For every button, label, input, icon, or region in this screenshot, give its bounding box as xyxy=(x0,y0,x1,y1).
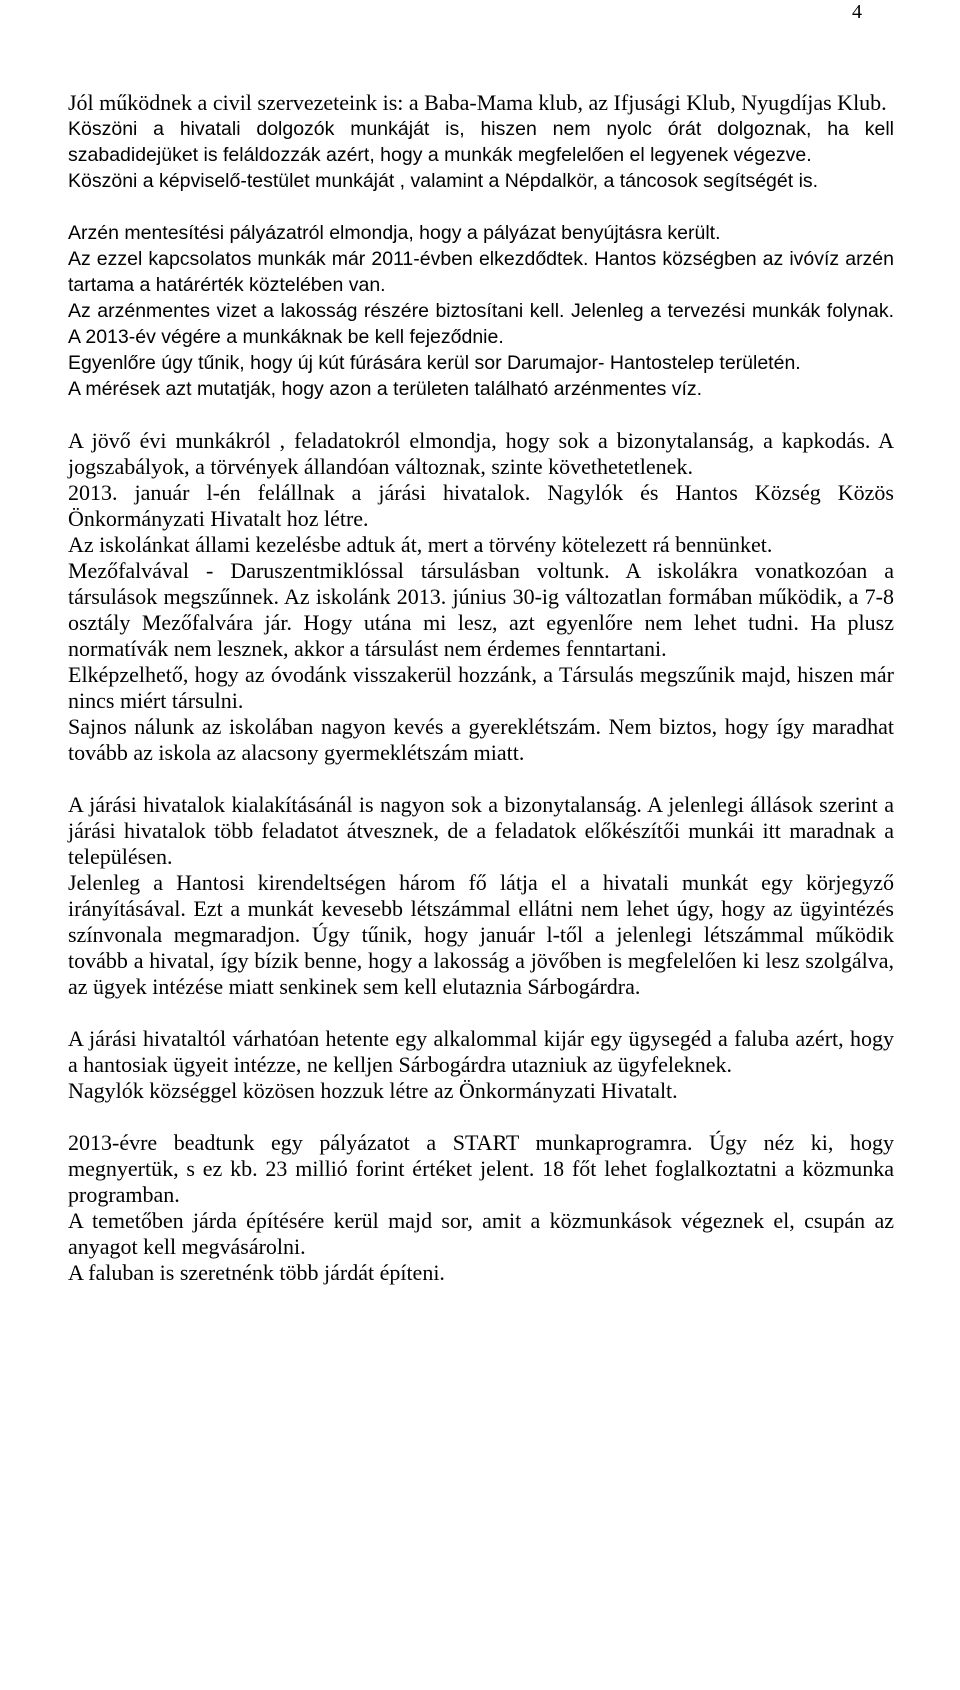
paragraph: Arzén mentesítési pályázatról elmondja, hogy a pályázat benyújtásra került. xyxy=(68,222,721,244)
paragraph: 2013-évre beadtunk egy pályázatot a START munkaprogramra. Úgy néz ki, hogy megnyertük, s ez kb. 23 millió forint értéket jelent. 18 főt lehet foglalkoztatni a közmunka programban. xyxy=(68,1130,894,1207)
paragraph: Az iskolánkat állami kezelésbe adtuk át, mert a törvény kötelezett rá bennünket. xyxy=(68,532,773,557)
paragraph: A mérések azt mutatják, hogy azon a területen található arzénmentes víz. xyxy=(68,378,703,400)
paragraph: A jövő évi munkákról , feladatokról elmondja, hogy sok a bizonytalanság, a kapkodás. A jogszabályok, a törvények állandóan változnak, szinte követhetetlenek. xyxy=(68,428,894,479)
paragraph: Köszöni a képviselő-testület munkáját , valamint a Népdalkör, a táncosok segítségét is. xyxy=(68,170,819,192)
paragraph: A járási hivataltól várhatóan hetente egy alkalommal kijár egy ügysegéd a faluba azért, hogy a hantosiak ügyeit intézze, ne kelljen Sárbogárdra utazniuk az ügyfeleknek. xyxy=(68,1026,894,1077)
paragraph: Az ezzel kapcsolatos munkák már 2011-évben elkezdődtek. Hantos községben az ivóvíz arzén tartama a határérték köztelében van. xyxy=(68,248,894,296)
paragraph: Jól működnek a civil szervezeteink is: a Baba-Mama klub, az Ifjusági Klub, Nyugdíjas Klub. xyxy=(68,90,887,115)
paragraph: Jelenleg a Hantosi kirendeltségen három fő látja el a hivatali munkát egy körjegyző irányításával. Ezt a munkát kevesebb létszámmal ellátni nem lehet úgy, hogy az ügyintézés színvonala megmaradjon. Úgy tűnik, hogy január l-től a jelenlegi létszámmal működik tovább a hivatal, így bízik benne, hogy a lakosság a jövőben is megfelelően ki lesz szolgálva, az ügyek intézése miatt senkinek sem kell elutaznia Sárbogárdra. xyxy=(68,870,894,999)
paragraph: Mezőfalvával - Daruszentmiklóssal társulásban voltunk. A iskolákra vonatkozóan a társulások megszűnnek. Az iskolánk 2013. június 30-ig változatlan formában működik, a 7-8 osztály Mezőfalvára jár. Hogy utána mi lesz, azt egyenlőre nem lehet tudni. Ha plusz normatívák nem lesznek, akkor a társulást nem érdemes fenntartani. xyxy=(68,558,894,661)
paragraph: Egyenlőre úgy tűnik, hogy új kút fúrására kerül sor Darumajor- Hantostelep területén. xyxy=(68,352,801,374)
body-text xyxy=(68,90,894,1286)
paragraph: A faluban is szeretnénk több járdát építeni. xyxy=(68,1260,445,1285)
paragraph: Elképzelhető, hogy az óvodánk visszakerül hozzánk, a Társulás megszűnik majd, hiszen már nincs miért társulni. xyxy=(68,662,894,713)
page-number: 4 xyxy=(852,1,862,23)
paragraph: Nagylók községgel közösen hozzuk létre az Önkormányzati Hivatalt. xyxy=(68,1078,678,1103)
paragraph: 2013. január l-én felállnak a járási hivatalok. Nagylók és Hantos Község Közös Önkormányzati Hivatalt hoz létre. xyxy=(68,480,894,531)
paragraph: A temetőben járda építésére kerül majd sor, amit a közmunkások végeznek el, csupán az anyagot kell megvásárolni. xyxy=(68,1208,894,1259)
paragraph: A járási hivatalok kialakításánál is nagyon sok a bizonytalanság. A jelenlegi állások szerint a járási hivatalok több feladatot átvesznek, de a feladatok előkészítői munkái itt maradnak a településen. xyxy=(68,792,894,869)
paragraph: Az arzénmentes vizet a lakosság részére biztosítani kell. Jelenleg a tervezési munkák folynak. A 2013-év végére a munkáknak be kell fejeződnie. xyxy=(68,300,894,348)
paragraph: Sajnos nálunk az iskolában nagyon kevés a gyereklétszám. Nem biztos, hogy így maradhat tovább az iskola az alacsony gyermeklétszám miatt. xyxy=(68,714,894,765)
paragraph: Köszöni a hivatali dolgozók munkáját is, hiszen nem nyolc órát dolgoznak, ha kell szabadidejüket is feláldozzák azért, hogy a munkák megfelelően el legyenek végezve. xyxy=(68,118,894,166)
